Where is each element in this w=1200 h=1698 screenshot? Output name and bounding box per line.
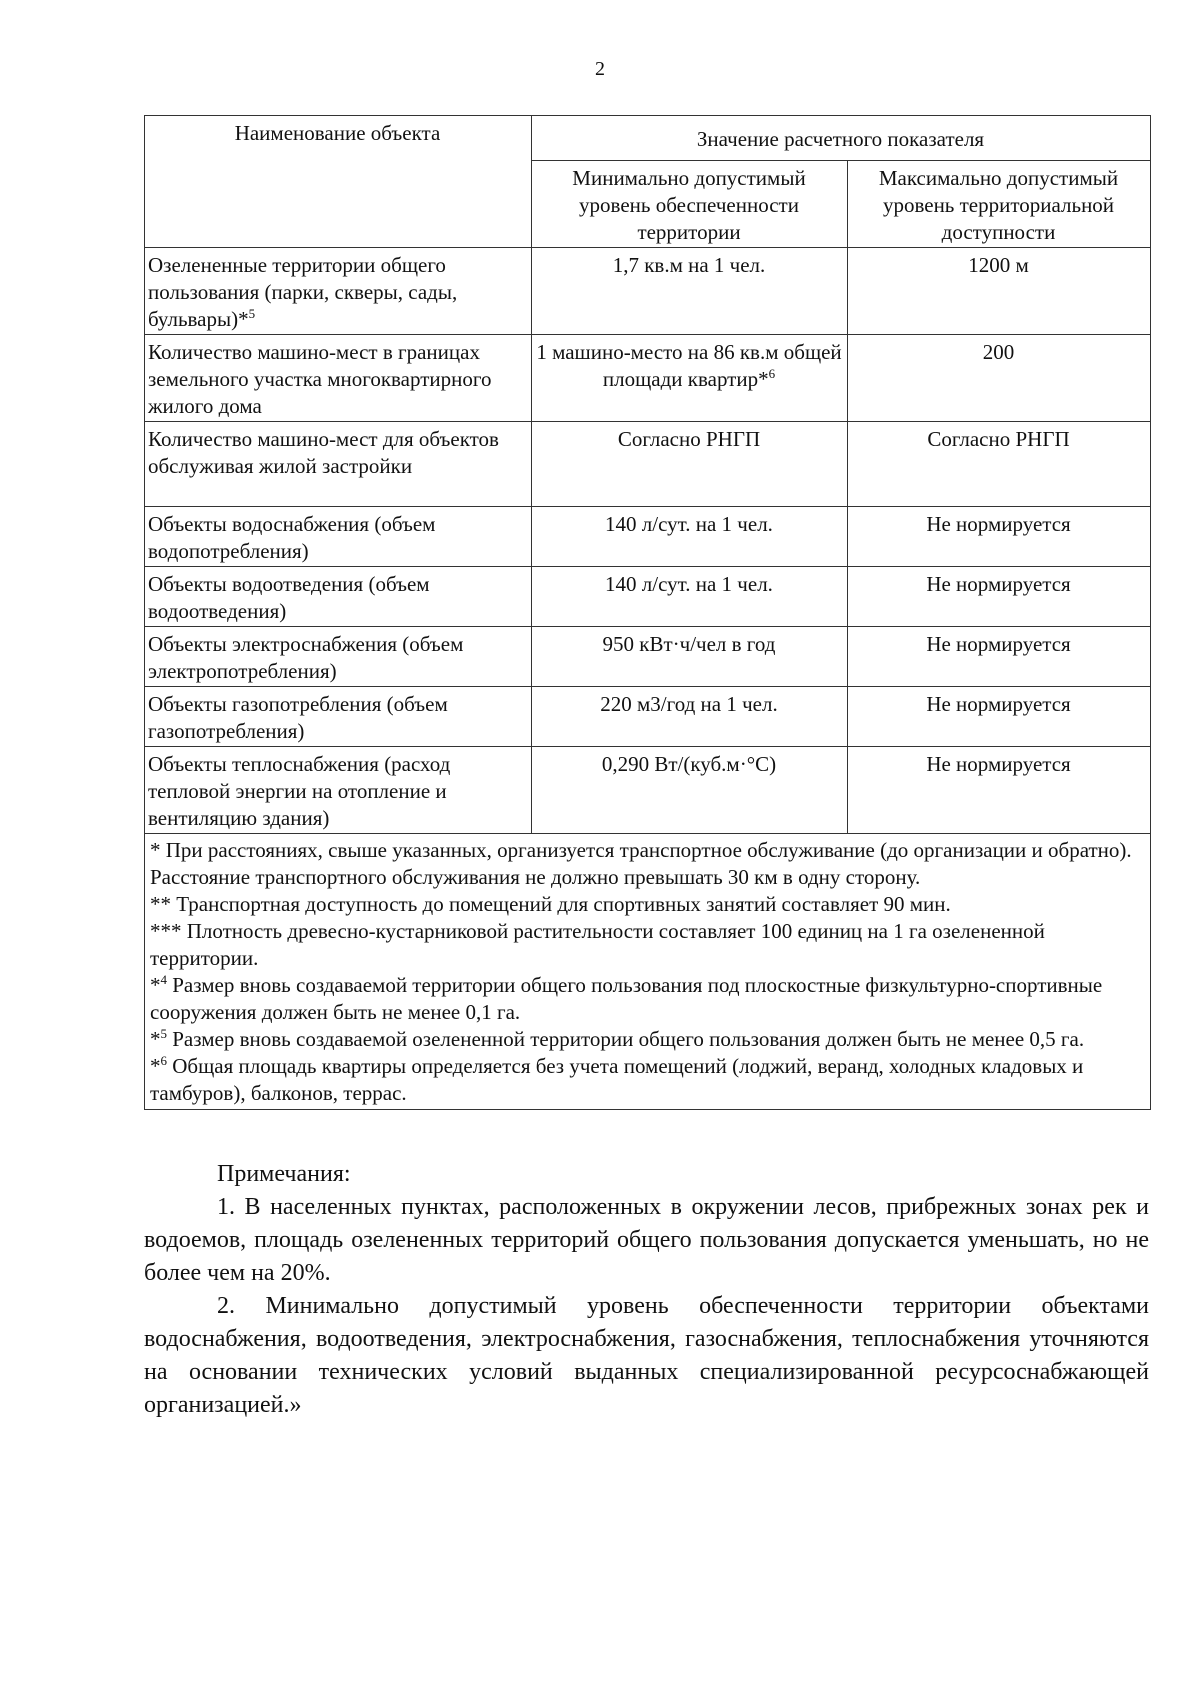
row-min-value xyxy=(532,687,848,747)
row-min-text: 220 м3/год на 1 чел. xyxy=(600,692,778,716)
row-name-text: Объекты электроснабжения (объем электропотребления) xyxy=(148,632,464,683)
table-row xyxy=(145,687,1151,747)
row-min-text: 140 л/сут. на 1 чел. xyxy=(605,512,773,536)
row-max-value: Не нормируется xyxy=(848,627,1151,687)
row-max-value: Не нормируется xyxy=(848,567,1151,627)
footnote-text: Размер вновь создаваемой озелененной территории общего пользования должен быть не менее 0,5 га. xyxy=(167,1027,1085,1051)
footnote-text: Транспортная доступность до помещений для спортивных занятий составляет 90 мин. xyxy=(171,892,951,916)
footnote-mark: * xyxy=(150,1027,161,1051)
footnote xyxy=(150,891,1144,918)
footnote xyxy=(150,837,1144,891)
row-name-text: Количество машино-мест для объектов обслуживая жилой застройки xyxy=(148,427,499,478)
row-name-text: Объекты водоснабжения (объем водопотребления) xyxy=(148,512,436,563)
row-min-value xyxy=(532,627,848,687)
footnotes-row xyxy=(145,834,1151,1110)
row-max-value: Согласно РНГП xyxy=(848,422,1151,507)
footnote xyxy=(150,1026,1144,1053)
footnote-sup: 4 xyxy=(160,972,167,987)
table-row xyxy=(145,507,1151,567)
row-name-text: Озелененные территории общего пользования (парки, скверы, сады, бульвары)* xyxy=(148,253,458,331)
header-object-name: Наименование объекта xyxy=(145,116,532,248)
footnote-mark: * xyxy=(150,973,161,997)
row-max-value: 200 xyxy=(848,335,1151,422)
row-min-text: 1,7 кв.м на 1 чел. xyxy=(612,253,766,277)
row-name xyxy=(145,567,532,627)
page-number: 2 xyxy=(595,58,605,80)
row-min-value xyxy=(532,248,848,335)
row-min-text: 950 кВт·ч/чел в год xyxy=(602,632,776,656)
table-row xyxy=(145,747,1151,834)
footnote-marker: 5 xyxy=(248,306,256,321)
row-min-value xyxy=(532,335,848,422)
row-min-value xyxy=(532,507,848,567)
norms-table xyxy=(144,115,1151,1110)
footnote xyxy=(150,918,1144,972)
footnotes-cell xyxy=(145,834,1151,1110)
row-name-text: Объекты газопотребления (объем газопотребления) xyxy=(148,692,448,743)
row-min-text: Согласно РНГП xyxy=(617,427,761,451)
row-min-text: 1 машино-место на 86 кв.м общей площади квартир* xyxy=(536,340,842,391)
row-name xyxy=(145,248,532,335)
notes-section xyxy=(144,1158,1149,1422)
row-min-value xyxy=(532,567,848,627)
row-name xyxy=(145,422,532,507)
footnote-text: Плотность древесно-кустарниковой растительности составляет 100 единиц на 1 га озелененной территории. xyxy=(150,919,1045,970)
row-max-value: Не нормируется xyxy=(848,747,1151,834)
row-name xyxy=(145,687,532,747)
row-min-text: 140 л/сут. на 1 чел. xyxy=(605,572,773,596)
row-name xyxy=(145,507,532,567)
table-row xyxy=(145,567,1151,627)
row-max-value: Не нормируется xyxy=(848,687,1151,747)
row-name xyxy=(145,627,532,687)
header-min-level: Минимально допустимый уровень обеспеченности территории xyxy=(532,161,848,248)
row-min-value xyxy=(532,747,848,834)
table-row xyxy=(145,422,1151,507)
row-min-text: 0,290 Вт/(куб.м·°С) xyxy=(601,752,777,776)
table-row xyxy=(145,248,1151,335)
table-row xyxy=(145,335,1151,422)
row-name xyxy=(145,747,532,834)
row-max-value: Не нормируется xyxy=(848,507,1151,567)
header-value-group: Значение расчетного показателя xyxy=(532,116,1151,161)
row-name-text: Объекты водоотведения (объем водоотведения) xyxy=(148,572,430,623)
table-row xyxy=(145,627,1151,687)
row-name xyxy=(145,335,532,422)
footnote-mark: * xyxy=(150,1054,161,1078)
note-item: 2. Минимально допустимый уровень обеспеченности территории объектами водоснабжения, водоотведения, электроснабжения, газоснабжения, теплоснабжения уточняются на основании технических условий выданных специализированной ресурсоснабжающей организацией.» xyxy=(144,1293,1149,1418)
footnote-mark: * xyxy=(150,838,161,862)
footnote-sup: 6 xyxy=(160,1053,167,1068)
footnote-text: Размер вновь создаваемой территории общего пользования под плоскостные физкультурно-спортивные сооружения должен быть не менее 0,1 га. xyxy=(150,973,1103,1024)
footnote-sup: 5 xyxy=(160,1026,167,1041)
header-max-access: Максимально допустимый уровень территориальной доступности xyxy=(848,161,1151,248)
note-item: 1. В населенных пунктах, расположенных в окружении лесов, прибрежных зонах рек и водоемов, площадь озелененных территорий общего пользования допускается уменьшать, но не более чем на 20%. xyxy=(144,1194,1149,1286)
row-max-value: 1200 м xyxy=(848,248,1151,335)
footnote-text: Общая площадь квартиры определяется без учета помещений (лоджий, веранд, холодных кладовых и тамбуров), балконов, террас. xyxy=(150,1054,1084,1105)
footnote-mark: *** xyxy=(150,919,182,943)
footnote-text: При расстояниях, свыше указанных, организуется транспортное обслуживание (до организации и обратно). Расстояние транспортного обслуживания не должно превышать 30 км в одну сторону. xyxy=(150,838,1132,889)
footnote xyxy=(150,1053,1144,1107)
footnote-mark: ** xyxy=(150,892,171,916)
footnote xyxy=(150,972,1144,1026)
row-name-text: Количество машино-мест в границах земельного участка многоквартирного жилого дома xyxy=(148,340,492,418)
table-header-row xyxy=(145,116,1151,161)
footnote-marker: 6 xyxy=(768,366,776,381)
row-name-text: Объекты теплоснабжения (расход тепловой энергии на отопление и вентиляцию здания) xyxy=(148,752,451,830)
row-min-value xyxy=(532,422,848,507)
notes-heading: Примечания: xyxy=(217,1161,351,1187)
